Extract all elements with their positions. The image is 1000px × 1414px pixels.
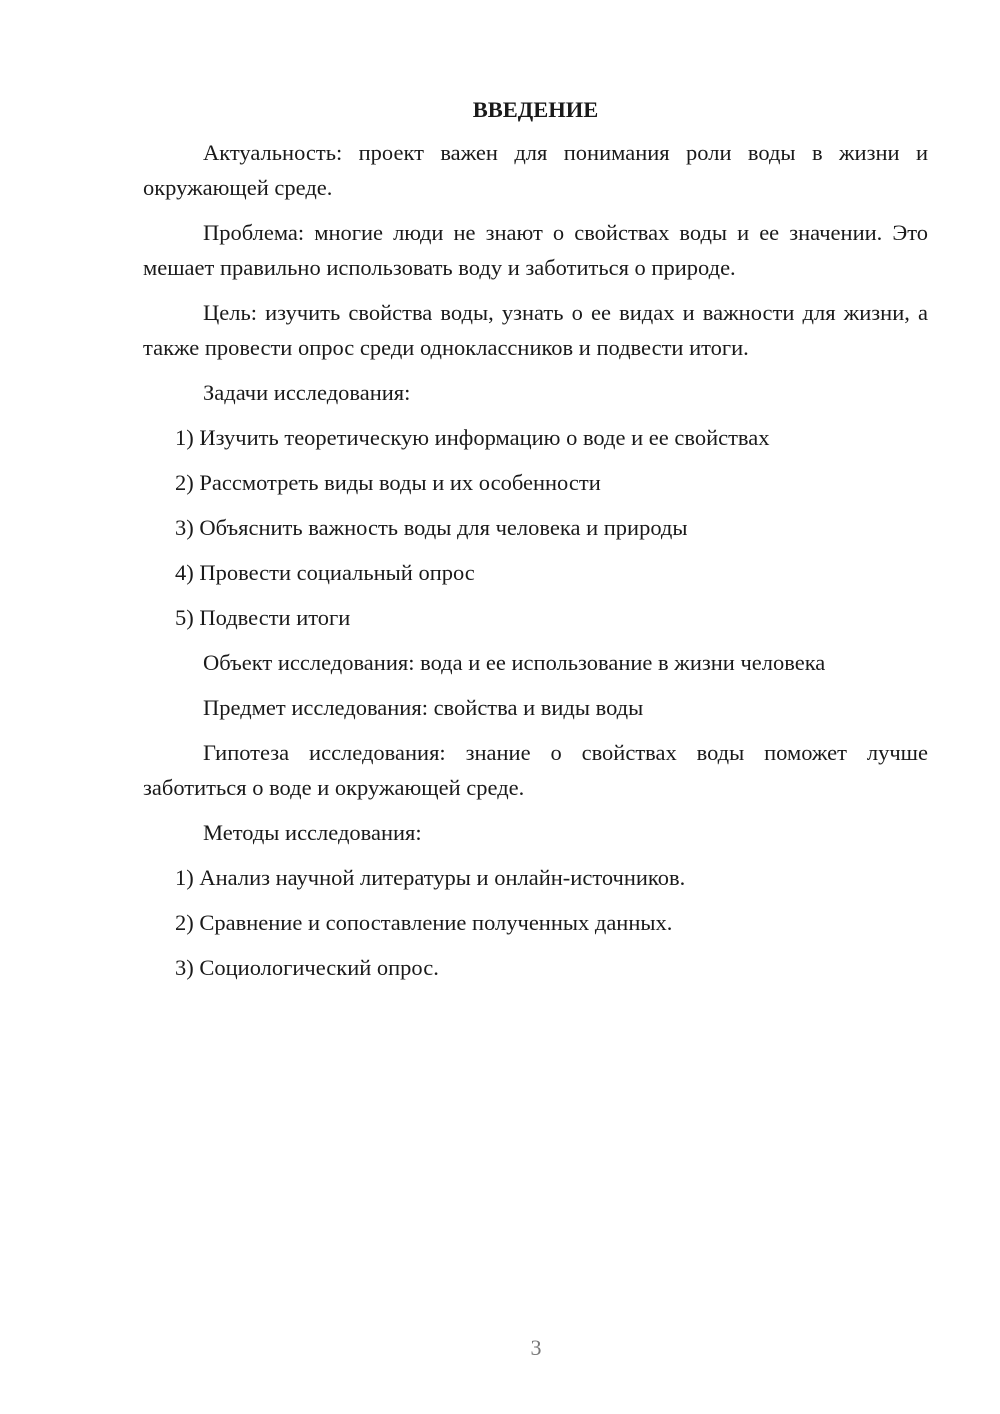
goal-paragraph: Цель: изучить свойства воды, узнать о ее видах и важности для жизни, а также провести опрос среди одноклассников и подвести итоги. bbox=[143, 300, 928, 360]
tasks-title: Задачи исследования: bbox=[203, 380, 411, 405]
problem-paragraph: Проблема: многие люди не знают о свойствах воды и ее значении. Это мешает правильно использовать воду и заботиться о природе. bbox=[143, 220, 928, 280]
list-item: 2) Рассмотреть виды воды и их особенности bbox=[175, 470, 601, 495]
object-paragraph: Объект исследования: вода и ее использование в жизни человека bbox=[203, 650, 826, 675]
list-item: 2) Сравнение и сопоставление полученных данных. bbox=[175, 910, 673, 935]
page-number: 3 bbox=[530, 1335, 542, 1360]
list-item: 5) Подвести итоги bbox=[175, 605, 351, 630]
subject-paragraph: Предмет исследования: свойства и виды воды bbox=[203, 695, 644, 720]
list-item: 1) Анализ научной литературы и онлайн-источников. bbox=[175, 865, 686, 890]
document-body bbox=[143, 92, 928, 995]
hypothesis-paragraph: Гипотеза исследования: знание о свойствах воды поможет лучше заботиться о воде и окружающей среде. bbox=[143, 740, 928, 800]
list-item: 3) Социологический опрос. bbox=[175, 955, 439, 980]
tasks-list bbox=[143, 420, 928, 635]
relevance-paragraph: Актуальность: проект важен для понимания роли воды в жизни и окружающей среде. bbox=[143, 140, 928, 200]
list-item: 1) Изучить теоретическую информацию о воде и ее свойствах bbox=[175, 425, 770, 450]
list-item: 4) Провести социальный опрос bbox=[175, 560, 475, 585]
list-item: 3) Объяснить важность воды для человека и природы bbox=[175, 515, 688, 540]
section-heading: ВВЕДЕНИЕ bbox=[472, 97, 599, 122]
methods-title: Методы исследования: bbox=[203, 820, 422, 845]
methods-list bbox=[143, 860, 928, 985]
